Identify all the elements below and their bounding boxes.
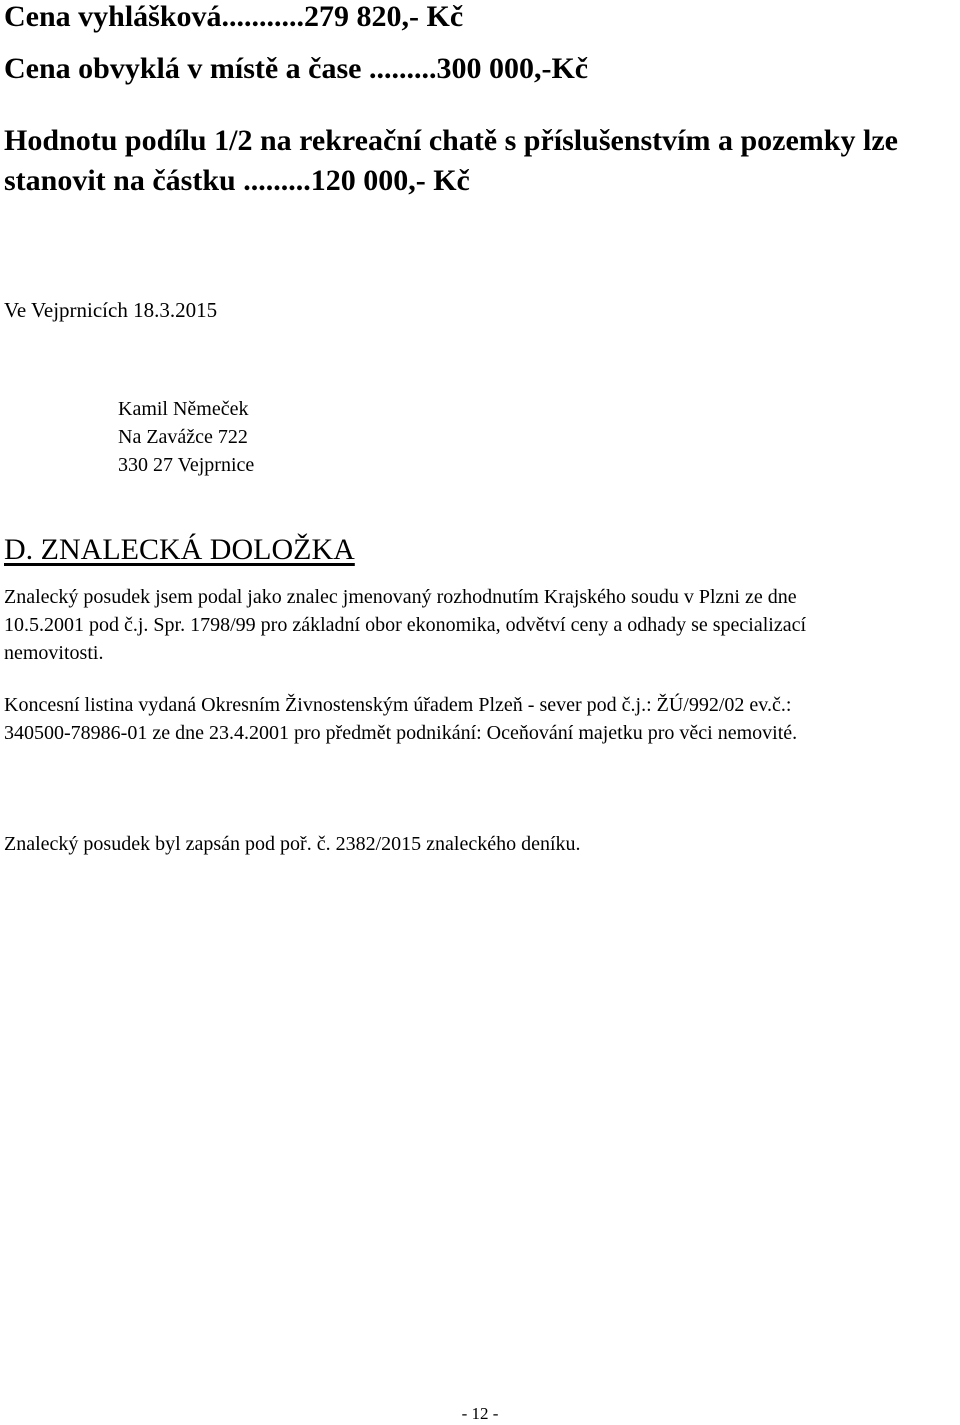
usual-price-line: Cena obvyklá v místě a čase .........300 000,-Kč <box>4 52 589 85</box>
clause-para1-line3: nemovitosti. <box>4 642 104 664</box>
author-city: 330 27 Vejprnice <box>118 454 255 476</box>
author-street: Na Zavážce 722 <box>118 426 248 448</box>
clause-para1-line1: Znalecký posudek jsem podal jako znalec jmenovaný rozhodnutím Krajského soudu v Plzni ze dne <box>4 586 797 608</box>
share-value-line-2: stanovit na částku .........120 000,- Kč <box>4 164 470 197</box>
page-number: - 12 - <box>461 1404 499 1423</box>
place-date: Ve Vejprnicích 18.3.2015 <box>4 298 218 322</box>
author-name: Kamil Němeček <box>118 398 249 420</box>
official-price-line: Cena vyhlášková...........279 820,- Kč <box>4 0 464 33</box>
section-heading: D. ZNALECKÁ DOLOŽKA <box>4 533 355 566</box>
clause-para1-line2: 10.5.2001 pod č.j. Spr. 1798/99 pro základní obor ekonomika, odvětví ceny a odhady se specializací <box>4 614 807 636</box>
share-value-line-1: Hodnotu podílu 1/2 na rekreační chatě s příslušenstvím a pozemky lze <box>4 124 898 157</box>
clause-para2-line2: 340500-78986-01 ze dne 23.4.2001 pro předmět podnikání: Oceňování majetku pro věci nemovité. <box>4 722 798 744</box>
register-note: Znalecký posudek byl zapsán pod poř. č. 2382/2015 znaleckého deníku. <box>4 833 581 855</box>
clause-para2-line1: Koncesní listina vydaná Okresním Živnostenským úřadem Plzeň - sever pod č.j.: ŽÚ/992/02 ev.č.: <box>4 694 792 716</box>
